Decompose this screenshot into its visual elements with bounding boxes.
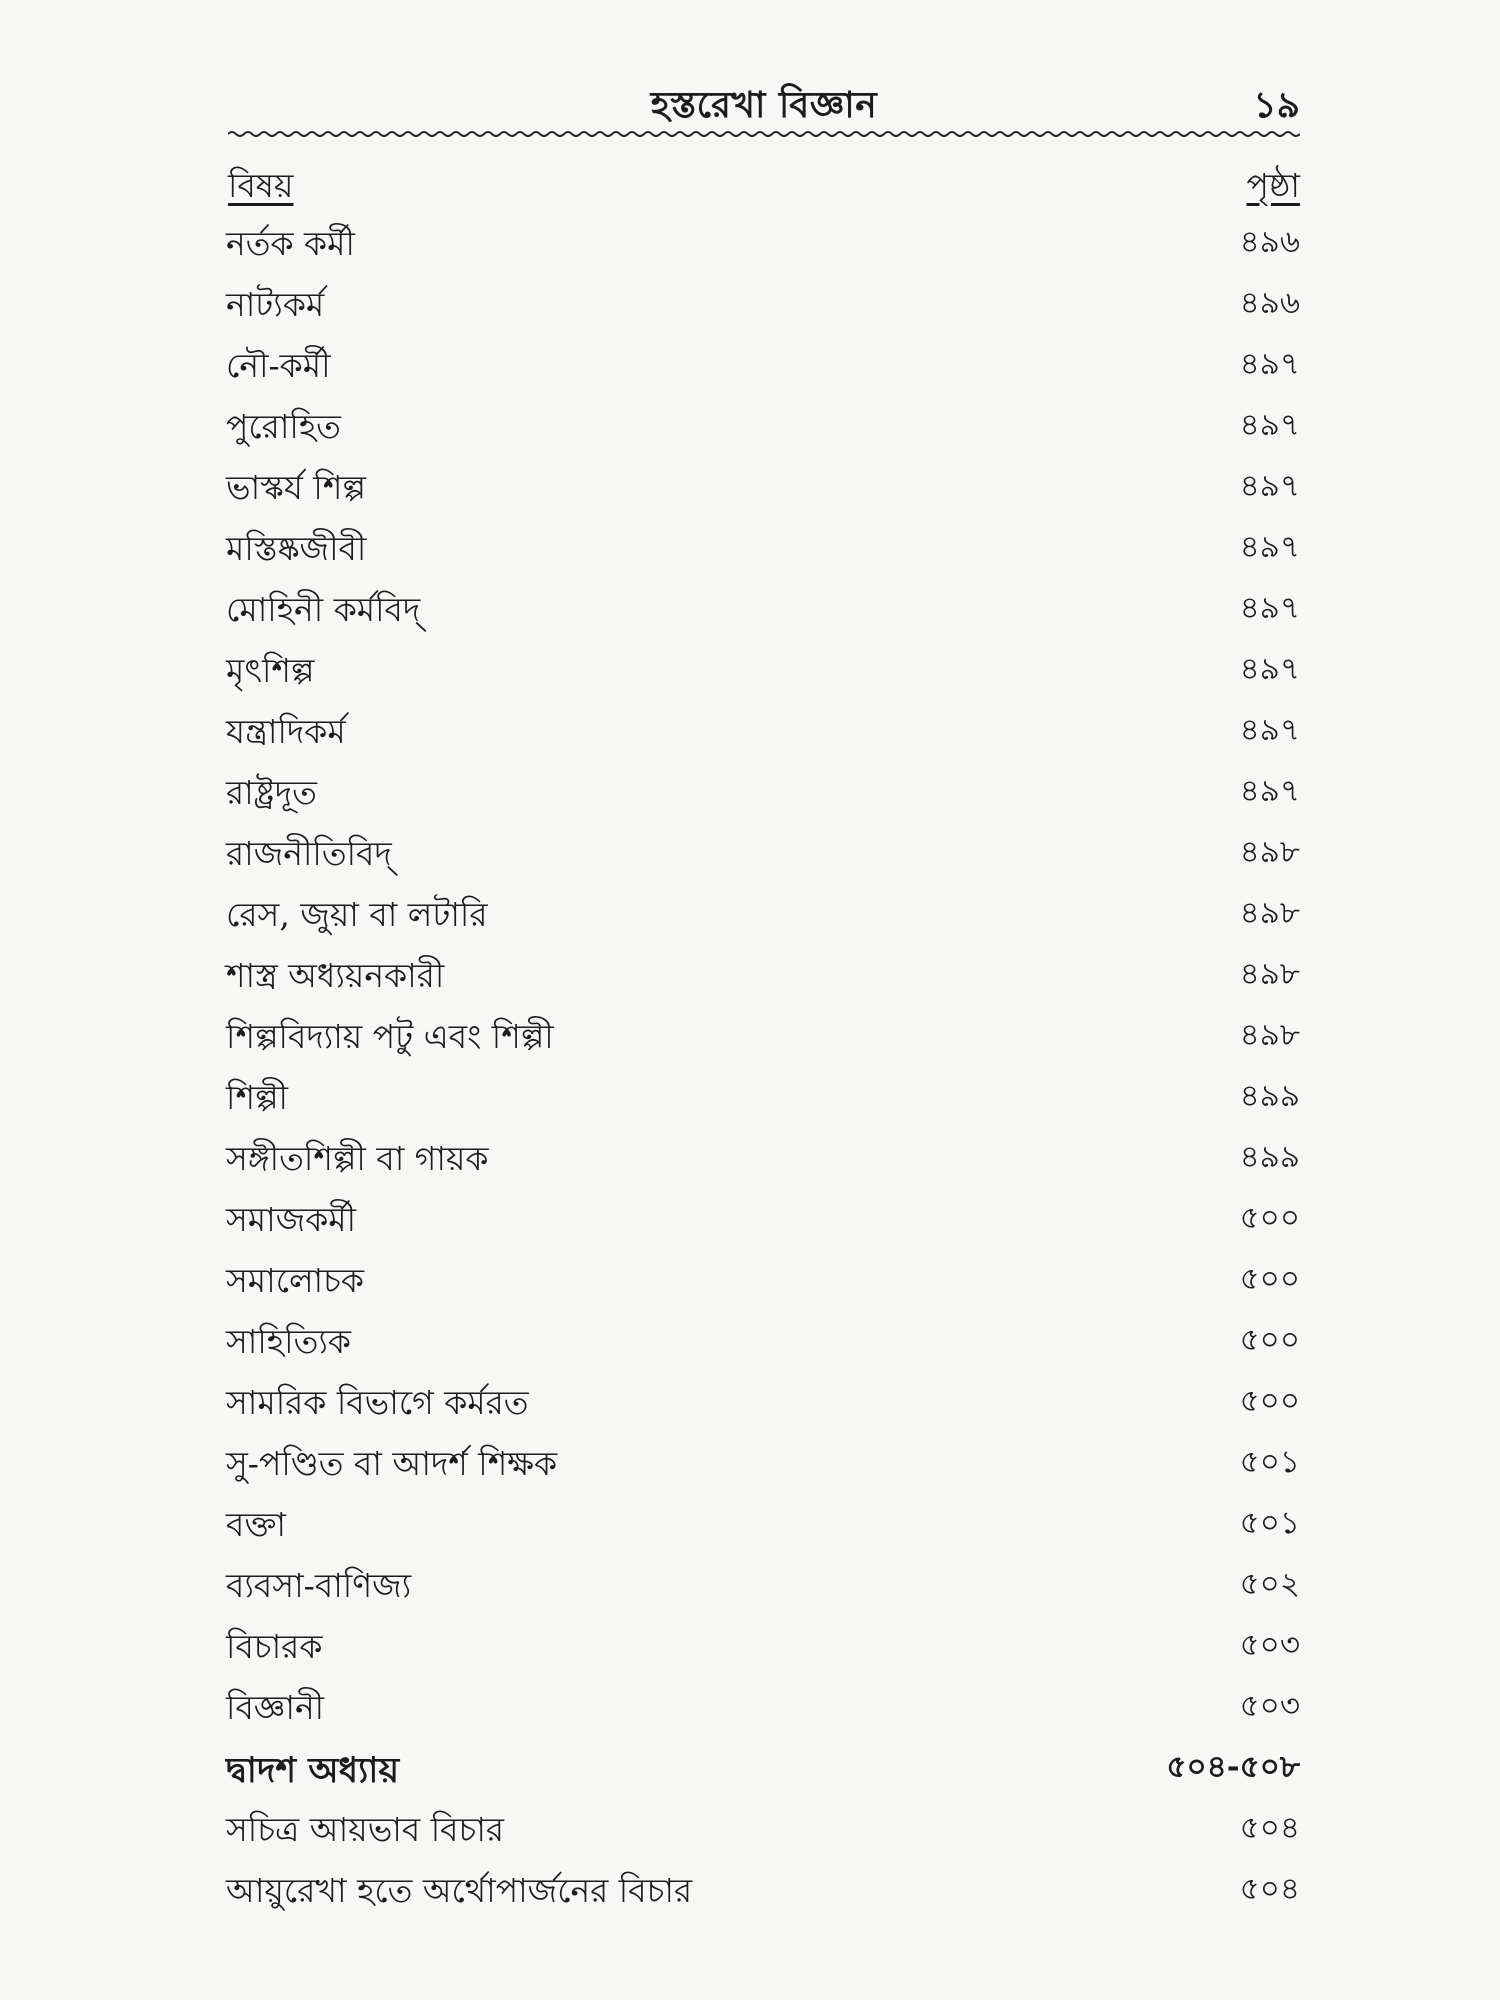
toc-topic: সাহিত্যিক <box>226 1322 352 1361</box>
subject-column-header: বিষয় <box>228 166 294 205</box>
toc-page: ৫০৩ <box>1239 1627 1300 1663</box>
toc-topic: বক্তা <box>226 1505 286 1544</box>
toc-page: ৪৯৮ <box>1239 834 1300 870</box>
toc-page: ৪৯৮ <box>1239 895 1300 931</box>
toc-page: ৫০০ <box>1239 1383 1300 1419</box>
toc-page: ৪৯৭ <box>1239 651 1300 687</box>
toc-page: ৫০১ <box>1239 1444 1300 1480</box>
toc-page: ৫০১ <box>1239 1505 1300 1541</box>
toc-topic: আয়ুরেখা হতে অর্থোপার্জনের বিচার <box>226 1871 693 1910</box>
toc-entry <box>218 881 1300 942</box>
toc-entry <box>218 515 1300 576</box>
toc-page: ৫০২ <box>1239 1566 1300 1602</box>
toc-entry <box>218 1308 1300 1369</box>
toc-entry <box>218 1369 1300 1430</box>
toc-topic: রাজনীতিবিদ্ <box>226 834 392 873</box>
toc-topic: ব্যবসা-বাণিজ্য <box>226 1566 412 1605</box>
page-number: ১৯ <box>1253 84 1300 126</box>
toc-page: ৪৯৭ <box>1239 346 1300 382</box>
toc-entry <box>218 1247 1300 1308</box>
toc-page: ৪৯৭ <box>1239 590 1300 626</box>
toc-entry <box>218 1674 1300 1735</box>
toc-entry <box>218 576 1300 637</box>
toc-entry <box>218 1430 1300 1491</box>
toc-topic: শিল্পবিদ্যায় পটু এবং শিল্পী <box>226 1017 554 1056</box>
toc-entry <box>218 637 1300 698</box>
toc-page: ৫০৩ <box>1239 1688 1300 1724</box>
wavy-rule-divider <box>228 128 1300 140</box>
running-header <box>228 70 1300 130</box>
toc-topic: শিল্পী <box>226 1078 288 1117</box>
toc-entry <box>218 1491 1300 1552</box>
toc-entry <box>218 1857 1300 1918</box>
toc-topic: নৌ-কর্মী <box>226 346 331 385</box>
toc-topic: সমালোচক <box>226 1261 365 1300</box>
toc-page: ৫০৪ <box>1239 1871 1300 1907</box>
toc-page: ৪৯৯ <box>1239 1139 1300 1175</box>
toc-topic: সমাজকর্মী <box>226 1200 357 1239</box>
toc-chapter-heading <box>218 1735 1300 1796</box>
toc-topic: দ্বাদশ অধ্যায় <box>226 1750 400 1791</box>
toc-entry <box>218 1125 1300 1186</box>
toc-entry <box>218 698 1300 759</box>
toc-entry <box>218 1064 1300 1125</box>
toc-entry <box>218 1003 1300 1064</box>
toc-entry <box>218 393 1300 454</box>
toc-page: ৪৯৮ <box>1239 956 1300 992</box>
toc-page: ৪৯৭ <box>1239 468 1300 504</box>
toc-topic: রেস, জুয়া বা লটারি <box>226 895 488 934</box>
toc-topic: মৃৎশিল্প <box>226 651 315 690</box>
toc-topic: সামরিক বিভাগে কর্মরত <box>226 1383 529 1422</box>
toc-topic: বিচারক <box>226 1627 323 1666</box>
toc-entry <box>218 1552 1300 1613</box>
toc-entry <box>218 820 1300 881</box>
toc-topic: শাস্ত্র অধ্যয়নকারী <box>226 956 445 995</box>
toc-page: ৪৯৮ <box>1239 1017 1300 1053</box>
toc-page: ৪৯৭ <box>1239 407 1300 443</box>
toc-entry <box>218 332 1300 393</box>
toc-topic: সঙ্গীতশিল্পী বা গায়ক <box>226 1139 489 1178</box>
toc-topic: সু-পণ্ডিত বা আদর্শ শিক্ষক <box>226 1444 558 1483</box>
toc-topic: মোহিনী কর্মবিদ্ <box>226 590 421 629</box>
toc-page: ৪৯৯ <box>1239 1078 1300 1114</box>
toc-page: ৪৯৬ <box>1239 224 1300 260</box>
toc-entry <box>218 1613 1300 1674</box>
toc-topic: পুরোহিত <box>226 407 341 446</box>
toc-page: ৫০০ <box>1239 1322 1300 1358</box>
toc-page: ৪৯৭ <box>1239 773 1300 809</box>
toc-page: ৫০০ <box>1239 1261 1300 1297</box>
toc-page: ৫০৪ <box>1239 1810 1300 1846</box>
toc-topic: নর্তক কর্মী <box>226 224 355 263</box>
toc-topic: মস্তিষ্কজীবী <box>226 529 367 568</box>
toc-page: ৪৯৬ <box>1239 285 1300 321</box>
toc-entry <box>218 210 1300 271</box>
toc-page: ৪৯৭ <box>1239 529 1300 565</box>
toc-entry <box>218 454 1300 515</box>
toc-topic: ভাস্কর্য শিল্প <box>226 468 366 507</box>
toc-entry <box>218 1796 1300 1857</box>
page-column-header: পৃষ্ঠা <box>1246 166 1300 205</box>
toc-page: ৫০৪-৫০৮ <box>1166 1749 1300 1785</box>
toc-entry <box>218 942 1300 1003</box>
toc-page: ৪৯৭ <box>1239 712 1300 748</box>
toc-entry <box>218 759 1300 820</box>
toc-entry <box>218 1186 1300 1247</box>
toc-topic: রাষ্ট্রদূত <box>226 773 317 812</box>
toc-topic: সচিত্র আয়ভাব বিচার <box>226 1810 505 1849</box>
toc-topic: বিজ্ঞানী <box>226 1688 325 1727</box>
toc-topic: নাট্যকর্ম <box>226 285 325 324</box>
toc-topic: যন্ত্রাদিকর্ম <box>226 712 346 751</box>
book-title: হস্তরেখা বিজ্ঞান <box>650 84 878 126</box>
toc-entry <box>218 271 1300 332</box>
contents-list <box>218 210 1300 1918</box>
toc-page: ৫০০ <box>1239 1200 1300 1236</box>
